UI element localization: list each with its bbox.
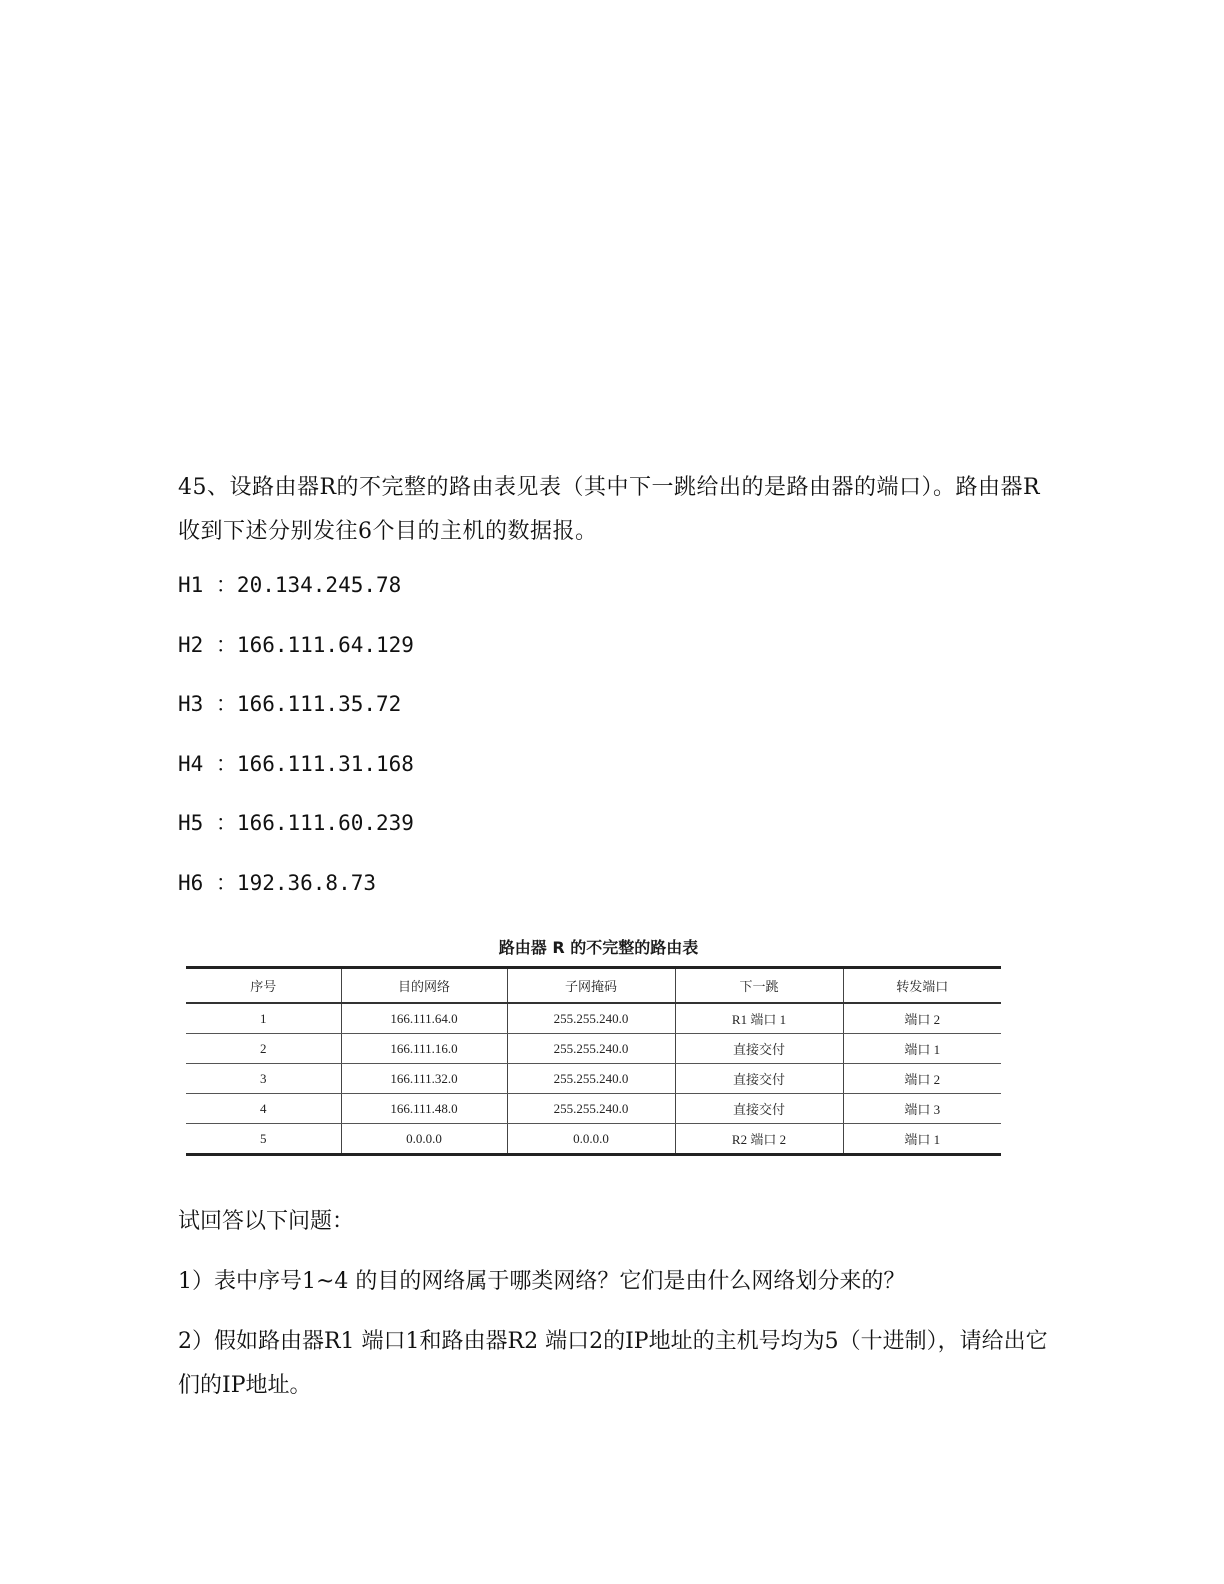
header-next-hop: 下一跳 <box>675 968 843 1004</box>
follow-up-question-1: 1）表中序号1~4 的目的网络属于哪类网络？它们是由什么网络划分来的？ <box>178 1269 906 1294</box>
table-header-row <box>186 968 1001 1004</box>
cell-seq: 3 <box>186 1064 341 1094</box>
host-item-h6: H6 ：192.36.8.73 <box>178 870 377 895</box>
follow-up-question-2: 2）假如路由器R1 端口1和路由器R2 端口2的IP地址的主机号均为5（十进制），请给出它们的IP地址。 <box>178 1329 1048 1398</box>
table-row <box>186 1034 1001 1064</box>
cell-dest-network: 166.111.64.0 <box>341 1003 507 1034</box>
cell-next-hop: R1 端口 1 <box>675 1003 843 1034</box>
table-row <box>186 1064 1001 1094</box>
host-item-h1: H1 ：20.134.245.78 <box>178 573 402 597</box>
table-row <box>186 1003 1001 1034</box>
table-row <box>186 1094 1001 1124</box>
cell-subnet-mask: 255.255.240.0 <box>507 1034 675 1064</box>
cell-port: 端口 2 <box>843 1003 1001 1034</box>
cell-dest-network: 166.111.16.0 <box>341 1034 507 1064</box>
cell-dest-network: 0.0.0.0 <box>341 1124 507 1155</box>
host-item-h3: H3 ：166.111.35.72 <box>178 692 402 717</box>
cell-dest-network: 166.111.48.0 <box>341 1094 507 1124</box>
routing-table-title: 路由器 R 的不完整的路由表 <box>498 938 699 957</box>
cell-next-hop: 直接交付 <box>675 1094 843 1124</box>
cell-port: 端口 1 <box>843 1124 1001 1155</box>
header-subnet-mask: 子网掩码 <box>507 968 675 1004</box>
host-item-h2: H2 ：166.111.64.129 <box>178 632 414 657</box>
host-item-h5: H5 ：166.111.60.239 <box>178 811 414 836</box>
cell-next-hop: 直接交付 <box>675 1064 843 1094</box>
cell-seq: 4 <box>186 1094 341 1124</box>
cell-dest-network: 166.111.32.0 <box>341 1064 507 1094</box>
question-intro: 45、设路由器R的不完整的路由表见表（其中下一跳给出的是路由器的端口）。路由器R收到下述分别发往6个目的主机的数据报。 <box>178 475 1041 544</box>
routing-table-figure <box>186 930 1011 1156</box>
cell-port: 端口 3 <box>843 1094 1001 1124</box>
host-item-h4: H4 ：166.111.31.168 <box>178 751 414 776</box>
cell-port: 端口 1 <box>843 1034 1001 1064</box>
header-dest-network: 目的网络 <box>341 968 507 1004</box>
follow-up-prompt: 试回答以下问题： <box>178 1209 355 1234</box>
routing-table <box>186 966 1001 1156</box>
cell-seq: 2 <box>186 1034 341 1064</box>
cell-subnet-mask: 255.255.240.0 <box>507 1094 675 1124</box>
cell-seq: 5 <box>186 1124 341 1155</box>
cell-subnet-mask: 255.255.240.0 <box>507 1064 675 1094</box>
cell-next-hop: 直接交付 <box>675 1034 843 1064</box>
cell-subnet-mask: 255.255.240.0 <box>507 1003 675 1034</box>
cell-seq: 1 <box>186 1003 341 1034</box>
follow-up-questions <box>178 1200 1048 1408</box>
cell-next-hop: R2 端口 2 <box>675 1124 843 1155</box>
header-port: 转发端口 <box>843 968 1001 1004</box>
header-seq: 序号 <box>186 968 341 1004</box>
host-list <box>178 566 414 924</box>
cell-port: 端口 2 <box>843 1064 1001 1094</box>
cell-subnet-mask: 0.0.0.0 <box>507 1124 675 1155</box>
table-row <box>186 1124 1001 1155</box>
